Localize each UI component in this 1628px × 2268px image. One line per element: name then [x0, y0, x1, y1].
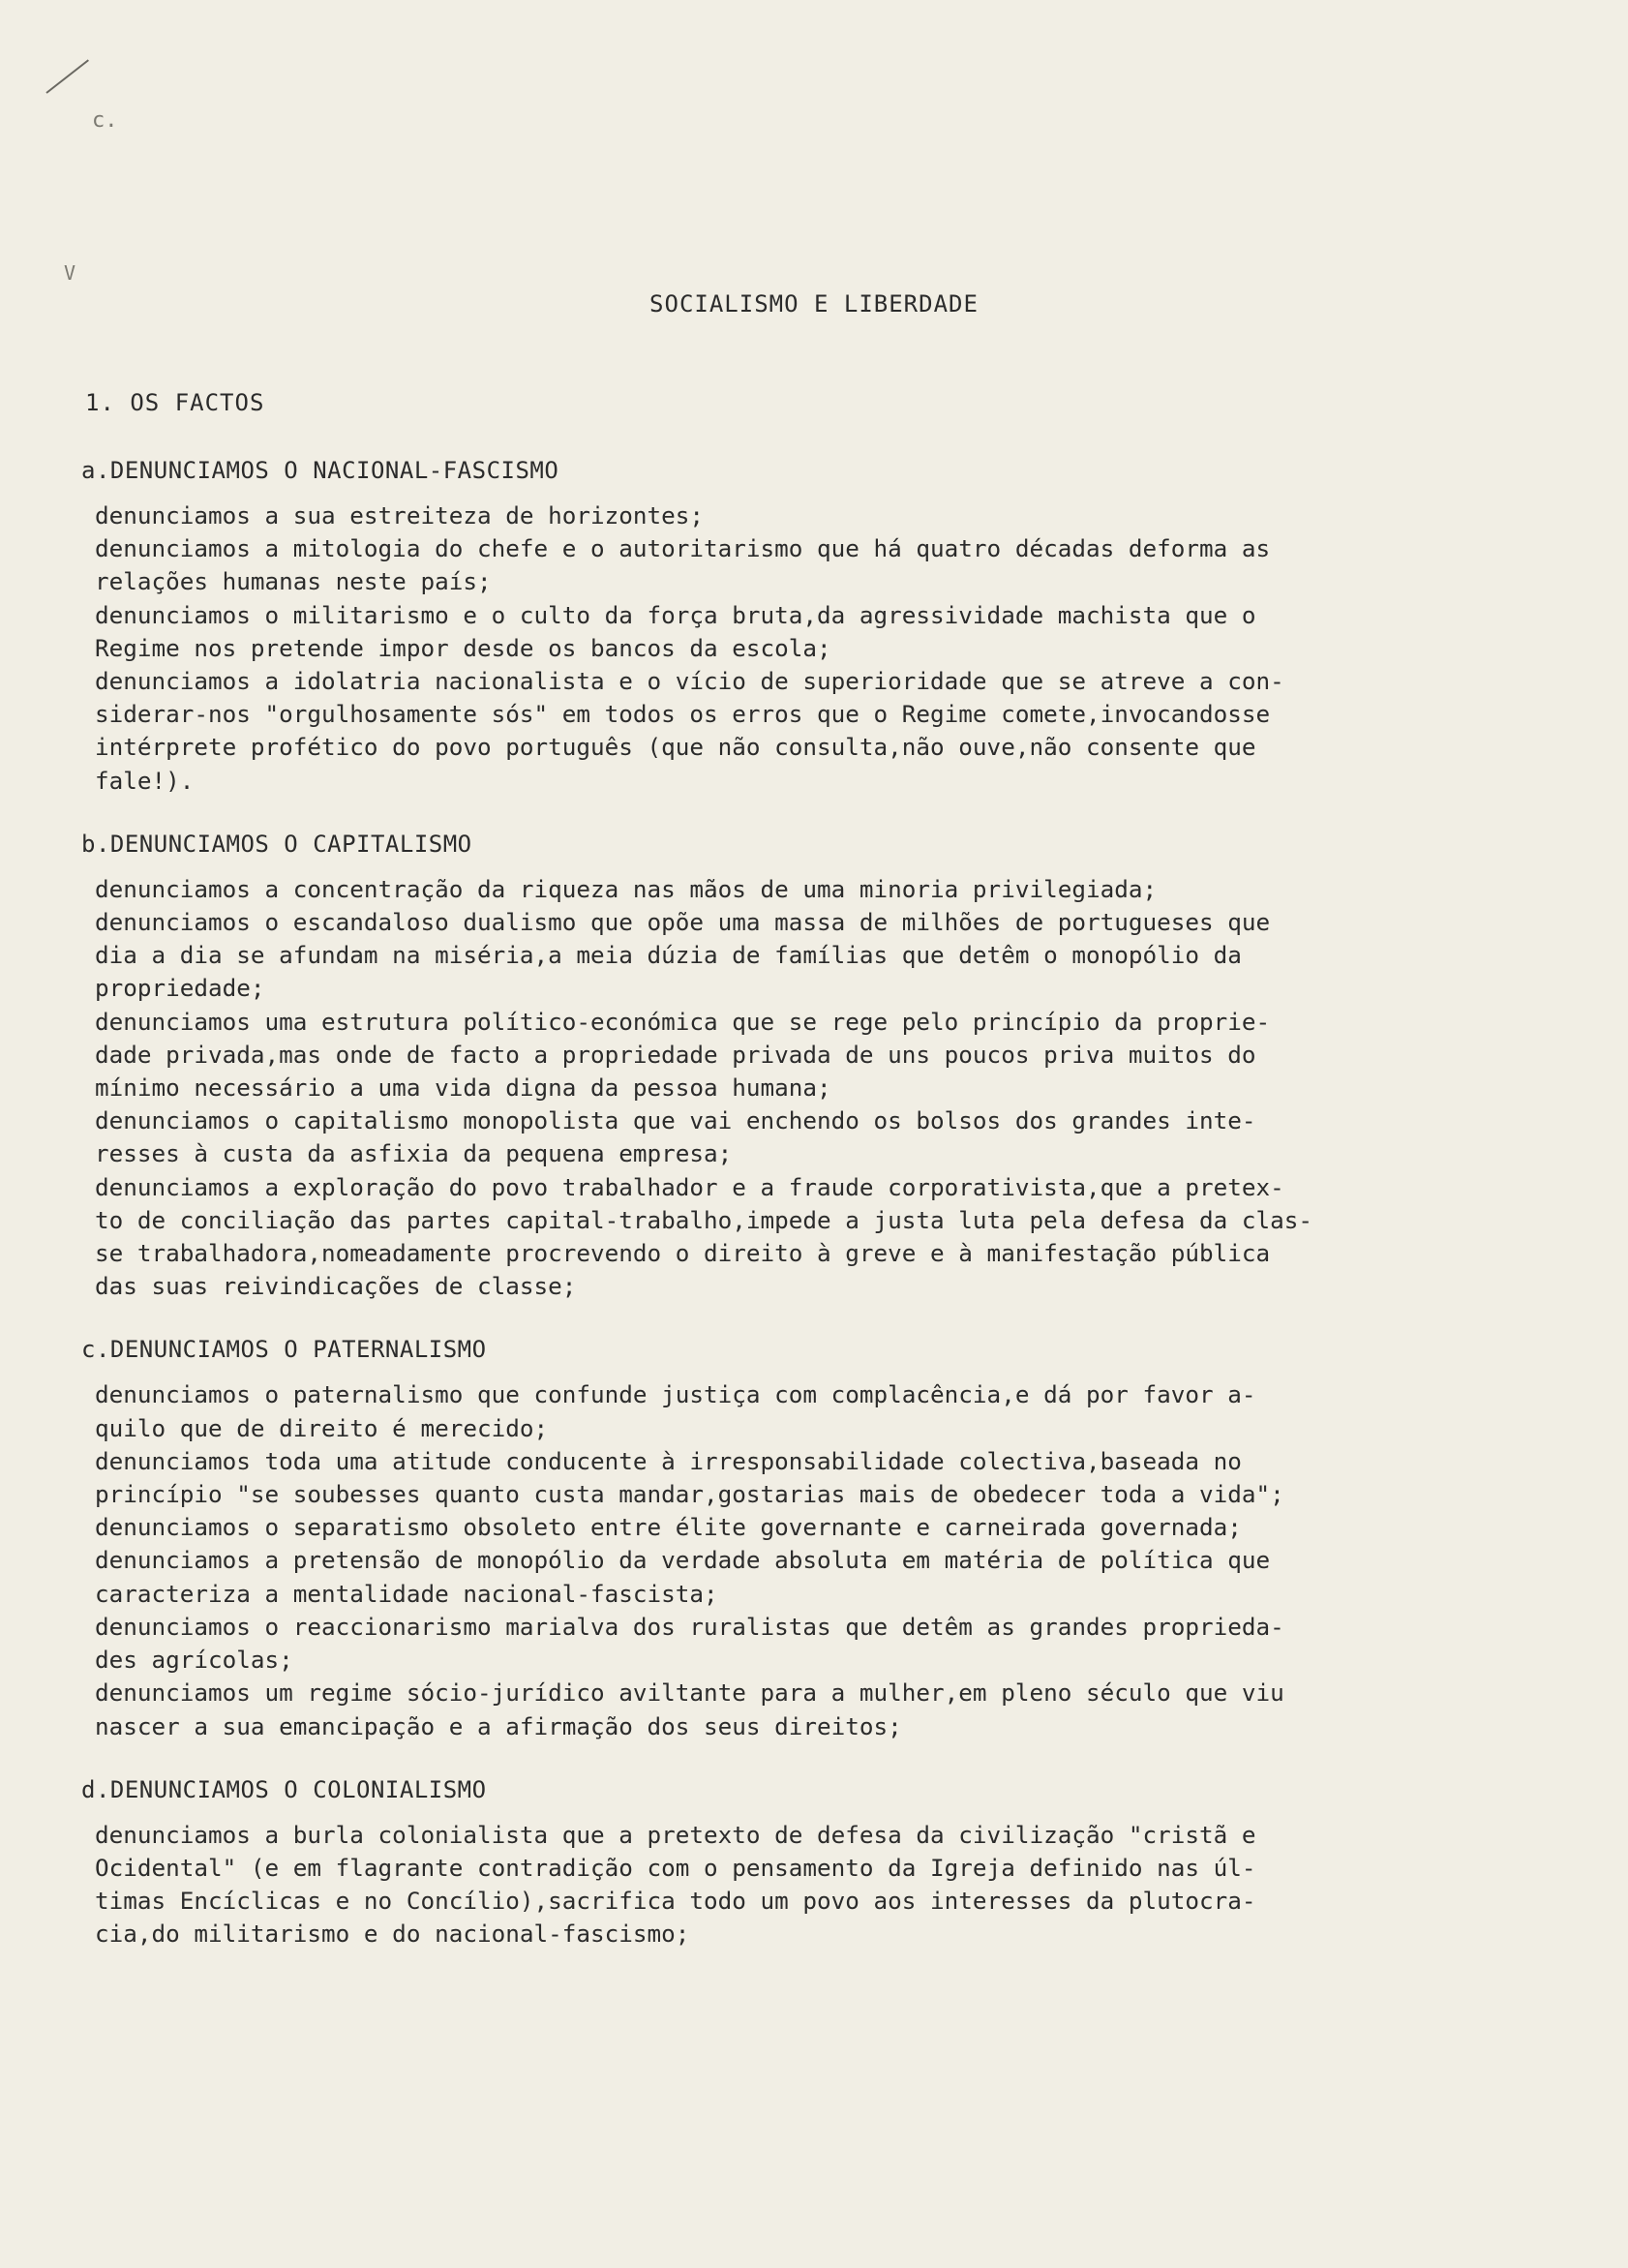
page-title: SOCIALISMO E LIBERDADE [649, 290, 979, 318]
text-line: nascer a sua emancipação e a afirmação dos seus direitos; [95, 1711, 902, 1740]
subsection-heading: c.DENUNCIAMOS O PATERNALISMO [81, 1336, 487, 1364]
text-line: denunciamos o separatismo obsoleto entre élite governante e carneirada governada; [95, 1513, 1242, 1542]
text-line: intérprete profético do povo português (que não consulta,não ouve,não consente que [95, 733, 1256, 762]
text-line: denunciamos a concentração da riqueza nas mãos de uma minoria privilegiada; [95, 874, 1158, 903]
text-line: cia,do militarismo e do nacional-fascismo; [95, 1920, 690, 1949]
text-line: Ocidental" (e em flagrante contradição com o pensamento da Igreja definido nas úl- [95, 1853, 1256, 1882]
text-line: Regime nos pretende impor desde os bancos da escola; [95, 633, 831, 662]
text-line: princípio "se soubesses quanto custa mandar,gostarias mais de obedecer toda a vida"; [95, 1480, 1284, 1509]
text-line: dade privada,mas onde de facto a propriedade privada de uns poucos priva muitos do [95, 1040, 1256, 1069]
margin-stroke [45, 59, 89, 93]
text-line: denunciamos o capitalismo monopolista que vai enchendo os bolsos dos grandes inte- [95, 1106, 1256, 1135]
section-heading: 1. OS FACTOS [85, 389, 265, 416]
subsection-paternalismo [81, 1336, 1504, 1742]
text-line: das suas reivindicações de classe; [95, 1272, 577, 1301]
text-line: denunciamos toda uma atitude conducente à irresponsabilidade colectiva,baseada no [95, 1446, 1242, 1475]
subsection-heading: b.DENUNCIAMOS O CAPITALISMO [81, 830, 472, 858]
text-line: denunciamos a pretensão de monopólio da verdade absoluta em matéria de política que [95, 1546, 1271, 1575]
text-line: denunciamos a burla colonialista que a pretexto de defesa da civilização "cristã e [95, 1820, 1256, 1849]
text-line: fale!). [95, 766, 195, 795]
text-line: denunciamos o reaccionarismo marialva dos ruralistas que detêm as grandes proprieda- [95, 1612, 1284, 1641]
subsection-nacional-fascismo [81, 457, 1504, 798]
text-line: denunciamos uma estrutura político-económica que se rege pelo princípio da proprie- [95, 1007, 1271, 1036]
text-line: timas Encíclicas e no Concílio),sacrifica todo um povo aos interesses da plutocra- [95, 1887, 1256, 1916]
subsection-text [81, 1819, 1504, 1951]
margin-mark: c. [92, 108, 118, 133]
subsection-capitalismo [81, 831, 1504, 1304]
text-line: denunciamos a mitologia do chefe e o autoritarismo que há quatro décadas deforma as [95, 534, 1271, 563]
text-line: siderar-nos "orgulhosamente sós" em todos os erros que o Regime comete,invocandosse [95, 700, 1271, 729]
text-line: denunciamos o militarismo e o culto da força bruta,da agressividade machista que o [95, 600, 1256, 629]
text-line: to de conciliação das partes capital-trabalho,impede a justa luta pela defesa da clas- [95, 1205, 1313, 1234]
text-line: relações humanas neste país; [95, 567, 492, 596]
document-body [81, 457, 1504, 1984]
text-line: denunciamos a idolatria nacionalista e o vício de superioridade que se atreve a con- [95, 667, 1284, 696]
text-line: denunciamos o escandaloso dualismo que opõe uma massa de milhões de portugueses que [95, 908, 1271, 937]
text-line: resses à custa da asfixia da pequena empresa; [95, 1139, 733, 1168]
text-line: denunciamos a exploração do povo trabalhador e a fraude corporativista,que a pretex- [95, 1172, 1284, 1201]
text-line: se trabalhadora,nomeadamente procrevendo o direito à greve e à manifestação pública [95, 1239, 1271, 1268]
text-line: denunciamos o paternalismo que confunde justiça com complacência,e dá por favor a- [95, 1380, 1256, 1409]
text-line: mínimo necessário a uma vida digna da pessoa humana; [95, 1074, 831, 1103]
text-line: caracteriza a mentalidade nacional-fascista; [95, 1579, 718, 1608]
text-line: propriedade; [95, 974, 265, 1003]
text-line: denunciamos um regime sócio-jurídico aviltante para a mulher,em pleno século que viu [95, 1678, 1284, 1708]
text-line: des agrícolas; [95, 1646, 293, 1675]
subsection-colonialismo [81, 1776, 1504, 1951]
subsection-text [81, 873, 1504, 1304]
subsection-text [81, 499, 1504, 798]
subsection-heading: a.DENUNCIAMOS O NACIONAL-FASCISMO [81, 457, 559, 484]
subsection-heading: d.DENUNCIAMOS O COLONIALISMO [81, 1775, 487, 1803]
text-line: dia a dia se afundam na miséria,a meia dúzia de famílias que detêm o monopólio da [95, 941, 1242, 970]
margin-mark-2: V [64, 261, 76, 285]
text-line: denunciamos a sua estreiteza de horizontes; [95, 501, 705, 529]
subsection-text [81, 1378, 1504, 1742]
text-line: quilo que de direito é merecido; [95, 1413, 549, 1442]
